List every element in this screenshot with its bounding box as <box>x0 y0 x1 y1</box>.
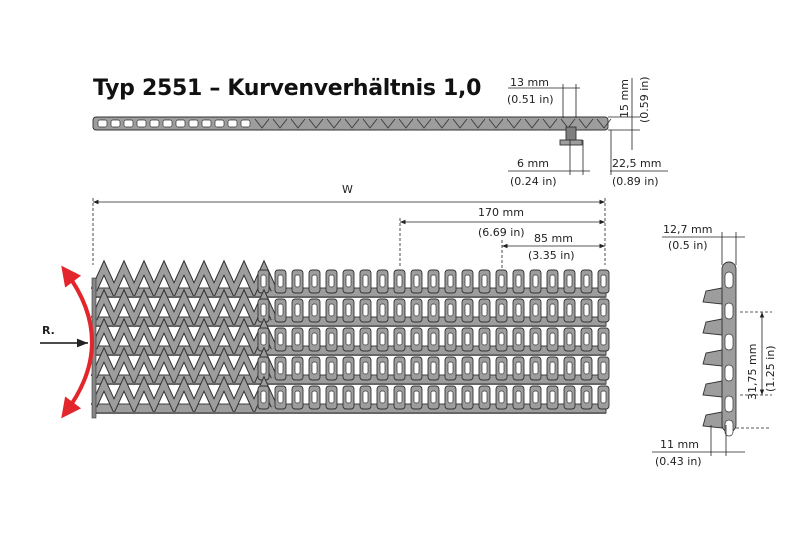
belt-top-view <box>92 268 609 418</box>
top-dimensions <box>507 76 668 188</box>
dim-w: W <box>342 183 353 196</box>
dim-051in: (0.51 in) <box>507 93 554 106</box>
radius-indicator <box>40 272 92 412</box>
dim-024in: (0.24 in) <box>510 175 557 188</box>
dim-05in: (0.5 in) <box>668 239 708 252</box>
dim-85mm: 85 mm <box>534 232 573 245</box>
dim-225mm: 22,5 mm <box>612 157 662 170</box>
dim-15mm: 15 mm <box>618 79 631 118</box>
dim-059in: (0.59 in) <box>638 76 651 123</box>
radius-label: R. <box>42 324 55 337</box>
dim-043in: (0.43 in) <box>655 455 702 468</box>
dim-170mm: 170 mm <box>478 206 524 219</box>
dim-11mm: 11 mm <box>660 438 699 451</box>
width-dimensions <box>93 183 605 268</box>
dim-089in: (0.89 in) <box>612 175 659 188</box>
dim-125in: (1.25 in) <box>764 345 777 392</box>
dim-669in: (6.69 in) <box>478 226 525 239</box>
dim-6mm: 6 mm <box>517 157 549 170</box>
dim-13mm: 13 mm <box>510 76 549 89</box>
dim-335in: (3.35 in) <box>528 249 575 262</box>
dim-127mm: 12,7 mm <box>663 223 713 236</box>
top-side-view <box>93 117 611 145</box>
diagram-title: Typ 2551 – Kurvenverhältnis 1,0 <box>93 76 482 101</box>
side-dimensions <box>652 223 777 468</box>
side-profile-view <box>703 262 736 436</box>
dim-3175mm: 31,75 mm <box>746 343 759 400</box>
